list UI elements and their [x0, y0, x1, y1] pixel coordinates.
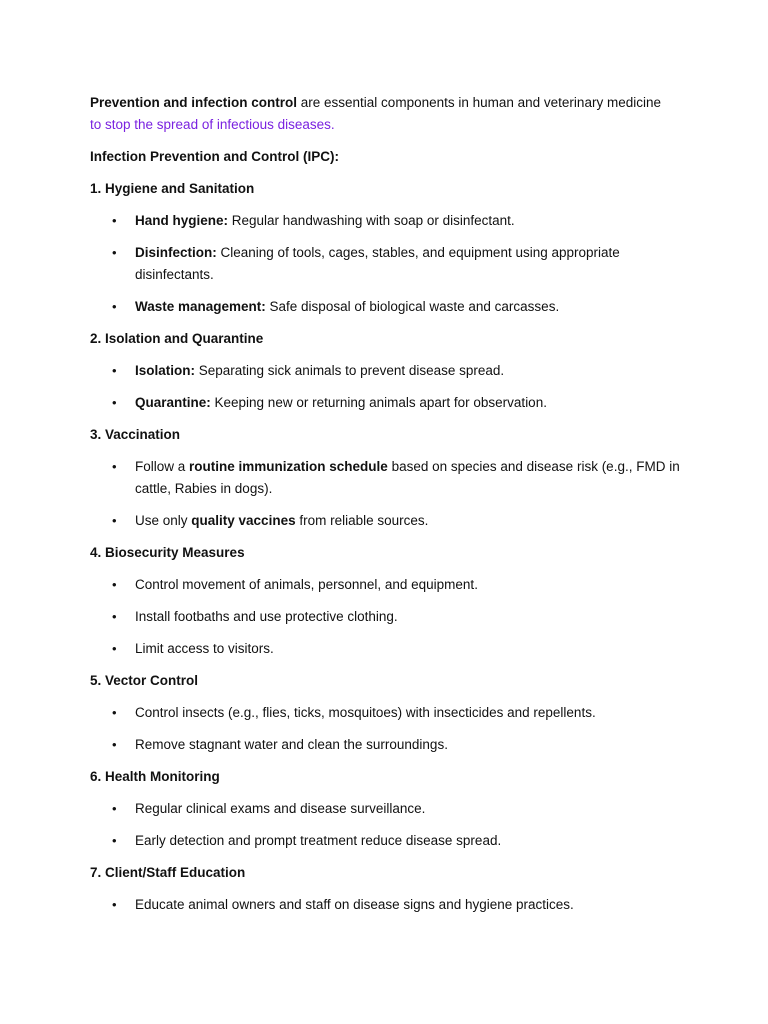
bullet-icon: • [112, 363, 117, 378]
item-text: from reliable sources. [295, 513, 429, 528]
item-prefix: Follow a [135, 459, 190, 474]
bullet-list [90, 456, 690, 532]
bullet-icon: • [112, 641, 117, 656]
bullet-list [90, 574, 690, 660]
sections-container [90, 178, 690, 916]
intro-text: are essential components in human and veterinary medicine [297, 95, 661, 110]
bullet-list [90, 210, 690, 318]
list-item [90, 456, 690, 500]
list-item [90, 392, 690, 414]
item-prefix: Use only [135, 513, 192, 528]
section-heading: 5. Vector Control [90, 673, 199, 688]
item-text: Cleaning of tools, cages, stables, and equipment using appropriate disinfectants. [135, 245, 620, 282]
bullet-list [90, 702, 690, 756]
bullet-icon: • [112, 459, 117, 474]
intro-accent-text: to stop the spread of infectious diseases. [90, 117, 335, 132]
item-bold-term: Hand hygiene: [135, 213, 229, 228]
list-item [90, 242, 690, 286]
list-item [90, 296, 690, 318]
section-heading: 3. Vaccination [90, 427, 181, 442]
bullet-icon: • [112, 737, 117, 752]
item-text: Separating sick animals to prevent disease spread. [195, 363, 505, 378]
bullet-icon: • [112, 609, 117, 624]
item-text: Install footbaths and use protective clothing. [135, 609, 398, 624]
list-item [90, 638, 690, 660]
item-bold-term: Waste management: [135, 299, 266, 314]
item-bold-term: routine immunization schedule [189, 459, 388, 474]
list-item [90, 734, 690, 756]
item-bold-term: quality vaccines [191, 513, 296, 528]
list-item [90, 210, 690, 232]
list-item [90, 830, 690, 852]
bullet-icon: • [112, 577, 117, 592]
bullet-icon: • [112, 395, 117, 410]
item-text: Educate animal owners and staff on disease signs and hygiene practices. [135, 897, 574, 912]
bullet-icon: • [112, 833, 117, 848]
intro-paragraph [90, 92, 690, 136]
intro-bold: Prevention and infection control [90, 95, 298, 110]
list-item [90, 360, 690, 382]
item-text: Regular handwashing with soap or disinfectant. [228, 213, 515, 228]
bullet-icon: • [112, 299, 117, 314]
list-item [90, 798, 690, 820]
bullet-icon: • [112, 705, 117, 720]
item-text: Limit access to visitors. [135, 641, 274, 656]
list-item [90, 606, 690, 628]
item-text: Remove stagnant water and clean the surroundings. [135, 737, 448, 752]
bullet-icon: • [112, 245, 117, 260]
item-text: Safe disposal of biological waste and carcasses. [265, 299, 560, 314]
list-item [90, 702, 690, 724]
section-heading: 7. Client/Staff Education [90, 865, 246, 880]
item-text: Keeping new or returning animals apart for observation. [210, 395, 547, 410]
bullet-icon: • [112, 897, 117, 912]
bullet-list [90, 894, 690, 916]
bullet-list [90, 360, 690, 414]
item-text: Regular clinical exams and disease surveillance. [135, 801, 426, 816]
section-heading: 4. Biosecurity Measures [90, 545, 245, 560]
item-text: Control movement of animals, personnel, and equipment. [135, 577, 478, 592]
item-text: Early detection and prompt treatment reduce disease spread. [135, 833, 502, 848]
ipc-title: Infection Prevention and Control (IPC): [90, 149, 339, 164]
list-item [90, 510, 690, 532]
list-item [90, 574, 690, 596]
section-heading: 6. Health Monitoring [90, 769, 220, 784]
bullet-icon: • [112, 513, 117, 528]
section-heading: 1. Hygiene and Sanitation [90, 181, 255, 196]
section-heading: 2. Isolation and Quarantine [90, 331, 264, 346]
item-bold-term: Quarantine: [135, 395, 211, 410]
item-bold-term: Disinfection: [135, 245, 217, 260]
list-item [90, 894, 690, 916]
item-text: Control insects (e.g., flies, ticks, mosquitoes) with insecticides and repellents. [135, 705, 596, 720]
bullet-icon: • [112, 213, 117, 228]
bullet-icon: • [112, 801, 117, 816]
bullet-list [90, 798, 690, 852]
item-bold-term: Isolation: [135, 363, 195, 378]
document-body [90, 92, 690, 926]
item-text: based on species and disease risk (e.g., FMD in cattle, Rabies in dogs). [135, 459, 680, 496]
